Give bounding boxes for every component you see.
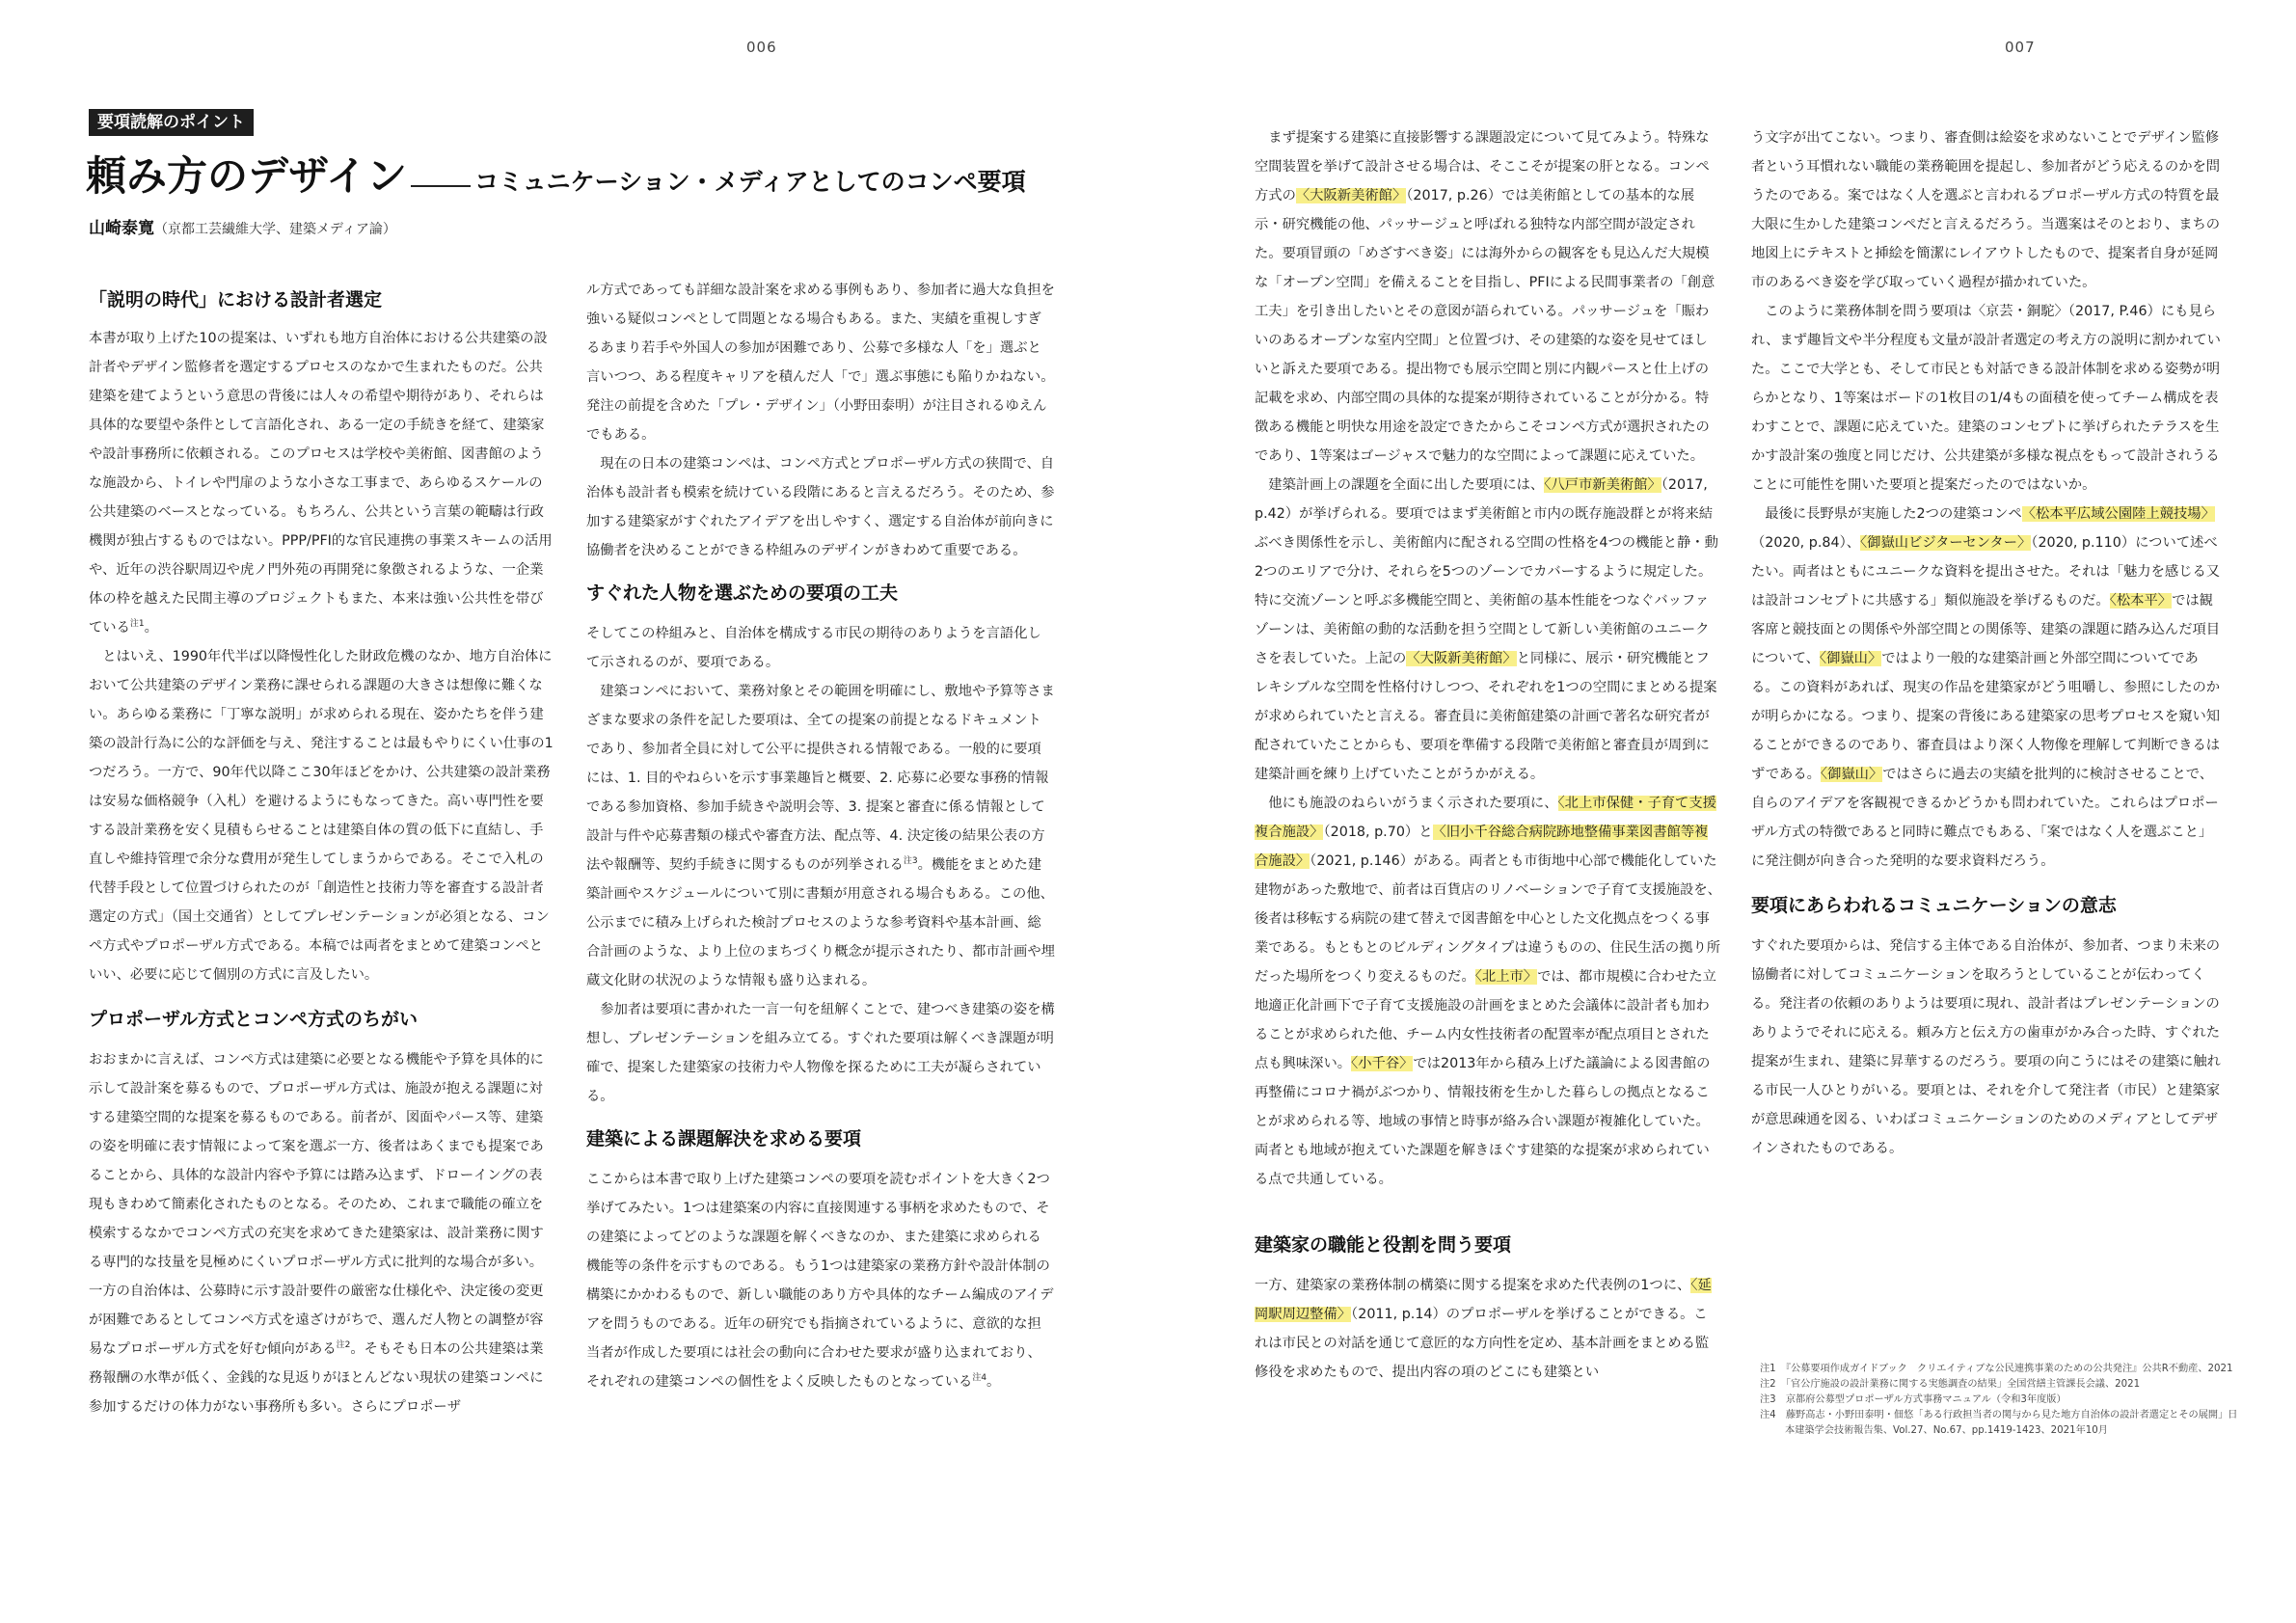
highlight-project: 〈大阪新美術館〉: [1406, 651, 1517, 666]
section-tag: 要項読解のポイント: [89, 109, 254, 136]
author-affiliation: （京都工芸繊維大学、建築メディア論）: [154, 222, 396, 237]
paragraph: 現在の日本の建築コンペは、コンペ方式とプロポーザル方式の狭間で、自治体も設計者も模索を続けている段階にあると言えるだろう。そのため、参加する建築家がすぐれたアイデアを出しやすく、選定する自治体が前向きに協働者を決めることができる枠組みのデザインがきわめて重要である。: [586, 456, 1055, 558]
heading-yoko-kufu: すぐれた人物を選ぶための要項の工夫: [586, 582, 899, 604]
footnote: 注4 藤野高志・小野田泰明・佃悠「ある行政担当者の関与から見た地方自治体の設計者選定とその展開」日本建築学会技術報告集、Vol.27、No.67、pp.1419-1423、2021年10月: [1760, 1410, 2238, 1436]
paragraph: 一方、建築家の業務体制の構築に関する提案を求めた代表例の1つに、〈延岡駅周辺整備〉（2011, p.14）のプロポーザルを挙げることができる。これは市民との対話を通じて意匠的な方向性を定め、基本計画をまとめる監修役を求めたもので、提出内容の項のどこにも建築とい: [1255, 1278, 1712, 1380]
highlight-project: 〈松本平〉: [2109, 593, 2173, 609]
paragraph: 参加者は要項に書かれた一言一句を紐解くことで、建つべき建築の姿を構想し、プレゼンテーションを組み立てる。すぐれた要項は解くべき課題が明確で、提案した建築家の技術力や人物像を探るために工夫が凝らされている。: [586, 1002, 1055, 1104]
highlight-project: 〈旧小千谷総合病院跡地整備事業図書館等複合施設〉: [1255, 825, 1709, 869]
footnote: 注1 『公募要項作成ガイドブック クリエイティブな公民連携事業のための公共発注』公共R不動産、2021: [1760, 1364, 2233, 1374]
highlight-project: 〈松本平広域公園陸上競技場〉: [2021, 506, 2215, 522]
paragraph: このように業務体制を問う要項は〈京芸・銅駝〉（2017, P.46）にも見られ、まず趣旨文や半分程度も文量が設計者選定の考え方の説明に割かれていた。ここで大学とも、そして市民とも対話できる設計体制を求める姿勢が明らかとなり、1等案はボードの1枚目の1/4もの面積を使ってチーム構成を表わすことで、課題に応えていた。建築のコンセプトに挙げられたテラスを生かす設計案の強度と同じだけ、公共建築が多様な視点をもって設計されうることに可能性を開いた要項と提案だったのではないか。: [1751, 304, 2221, 493]
paragraph: ル方式であっても詳細な設計案を求める事例もあり、参加者に過大な負担を強いる疑似コンペとして問題となる場合もある。また、実績を重視しすぎるあまり若手や外国人の参加が困難であり、公募で多様な人「を」選ぶと言いつつ、ある程度キャリアを積んだ人「で」選ぶ事態にも陥りかねない。発注の前提を含めた「プレ・デザイン」（小野田泰明）が注目されるゆえんでもある。: [586, 283, 1055, 443]
footnote-ref: 注4: [972, 1373, 987, 1384]
heading-communication: 要項にあらわれるコミュニケーションの意志: [1751, 895, 2117, 916]
paragraph: そしてこの枠組みと、自治体を構成する市民の期待のありようを言語化して示されるのが、要項である。: [586, 626, 1041, 670]
column-4: [1751, 123, 2222, 1163]
footnote-ref: 注2: [336, 1340, 351, 1351]
paragraph: 建築コンペにおいて、業務対象とその範囲を明確にし、敷地や予算等さまざまな要求の条件を記した要項は、全ての提案の前提となるドキュメントであり、参加者全員に対して公平に提供される情報である。一般的に要項には、1. 目的やねらいを示す事業趣旨と概要、2. 応募に必要な事務的情報である参加資格、参加手続きや説明会等、3. 提案と審査に係る情報として設計与件や応募書類の様式や審査方法、配点等、4. 決定後の結果公表の方法や報酬等、契約手続きに関するものが列挙される$^{注3}$。機能をまとめた建築計画やスケジュールについて別に書類が用意される場合もある。この他、公示までに積み上げられた検討プロセスのような参考資料や基本計画、総合計画のような、より上位のまちづくり概念が提示されたり、都市計画や埋蔵文化財の状況のような情報も盛り込まれる。: [586, 684, 1055, 988]
highlight-project: 〈延岡駅周辺整備〉: [1255, 1278, 1712, 1322]
highlight-project: 〈北上市〉: [1474, 969, 1538, 985]
column-2: [586, 276, 1055, 1396]
highlight-project: 〈北上市保健・子育て支援複合施設〉: [1255, 796, 1716, 840]
paragraph: う文字が出てこない。つまり、審査側は絵姿を求めないことでデザイン監修者という耳慣れない職能の業務範囲を提起し、参加者がどう応えるのかを問うたのである。案ではなく人を選ぶと言われるプロポーザル方式の特質を最大限に生かした建築コンペだと言えるだろう。当選案はそのとおり、まちの地図上にテキストと挿絵を簡潔にレイアウトしたもので、提案者自身が延岡市のあるべき姿を学び取っていく過程が描かれていた。: [1751, 130, 2221, 290]
paragraph: 建築計画上の課題を全面に出した要項には、〈八戸市新美術館〉（2017, p.42）が挙げられる。要項ではまず美術館と市内の既存施設群とが将来結ぶべき関係性を示し、美術館内に配される空間の性格を4つの機能と静・動2つのエリアで分け、それらを5つのゾーンでカバーするように規定した。特に交流ゾーンと呼ぶ多機能空間と、美術館の基本性能をつなぐバッファゾーンは、美術館の動的な活動を担う空間として新しい美術館のユニークさを表していた。上記の〈大阪新美術館〉と同様に、展示・研究機能とフレキシブルな空間を性格付けしつつ、それぞれを1つの空間にまとめる提案が求められていたと言える。審査員に美術館建築の計画で著名な研究者が配されていたことからも、要項を準備する段階で美術館と審査員が周到に建築計画を練り上げていたことがうかがえる。: [1255, 477, 1718, 782]
heading-setsumei: 「説明の時代」における設計者選定: [89, 289, 383, 311]
footnote-ref: 注1: [129, 619, 145, 630]
page-number-left: 006: [746, 39, 777, 56]
paragraph: 他にも施設のねらいがうまく示された要項に、〈北上市保健・子育て支援複合施設〉（2018, p.70）と〈旧小千谷総合病院跡地整備事業図書館等複合施設〉（2021, p.146）がある。両者とも市街地中心部で機能化していた建物があった敷地で、前者は百貨店のリノベーションで子育て支援施設を、後者は移転する病院の建て替えで図書館を中心とした文化拠点をつくる事業である。もともとのビルディングタイプは違うものの、住民生活の拠り所だった場所をつくり変えるものだ。〈北上市〉では、都市規模に合わせた立地適正化計画下で子育て支援施設の計画をまとめた会議体に設計者も加わることが求められた他、チーム内女性技術者の配置率が配点項目とされた点も興味深い。〈小千谷〉では2013年から積み上げた議論による図書館の再整備にコロナ禍がぶつかり、情報技術を生かした暮らしの拠点となることが求められる等、地域の事情と時事が絡み合い課題が複雑化していた。両者とも地域が抱えていた課題を解きほぐす建築的な提案が求められている点で共通している。: [1255, 796, 1721, 1187]
highlight-project: 〈大阪新美術館〉: [1295, 188, 1407, 203]
title-dash: [411, 185, 471, 187]
heading-shokuno: 建築家の職能と役割を問う要項: [1255, 1234, 1512, 1256]
paragraph: おおまかに言えば、コンペ方式は建築に必要となる機能や予算を具体的に示して設計案を募るもので、プロポーザル方式は、施設が抱える課題に対する建築空間的な提案を募るものである。前者が、図面やパース等、建築の姿を明確に表す情報によって案を選ぶ一方、後者はあくまでも提案であることから、具体的な設計内容や予算には踏み込まず、ドローイングの表現もきわめて簡素化されたものとなる。そのため、これまで職能の確立を模索するなかでコンペ方式の充実を求めてきた建築家は、設計業務に関する専門的な技量を見極めにくいプロポーザル方式に批判的な場合が多い。一方の自治体は、公募時に示す設計要件の厳密な仕様化や、決定後の変更が困難であるとしてコンペ方式を遠ざけがちで、選んだ人物との調整が容易なプロポーザル方式を好む傾向がある$^{注2}$。そもそも日本の公共建築は業務報酬の水準が低く、金銭的な見返りがほとんどない現状の建築コンペに参加するだけの体力がない事務所も多い。さらにプロポーザ: [89, 1052, 544, 1415]
heading-kadai-kaiketsu: 建築による課題解決を求める要項: [586, 1128, 862, 1150]
highlight-project: 〈御嶽山〉: [1819, 651, 1882, 666]
article-title: [86, 145, 1026, 203]
heading-proposal-vs-competition: プロポーザル方式とコンペ方式のちがい: [89, 1009, 419, 1030]
highlight-project: 〈御嶽山〉: [1820, 767, 1883, 782]
paragraph: 本書が取り上げた10の提案は、いずれも地方自治体における公共建築の設計者やデザイン監修者を選定するプロセスのなかで生まれたものだ。公共建築を建てようという意思の背後には人々の希望や期待があり、それらは具体的な要望や条件として言語化され、ある一定の手続きを経て、建築家や設計事務所に依頼される。このプロセスは学校や美術館、図書館のような施設から、トイレや門扉のような小さな工事まで、あらゆるスケールの公共建築のベースとなっている。もちろん、公共という言葉の範疇は行政機関が独占するものではない。PPP/PFI的な官民連携の事業スキームの活用や、近年の渋谷駅周辺や虎ノ門外苑の再開発に象徴されるような、一企業体の枠を越えた民間主導のプロジェクトもまた、本来は強い公共性を帯びている$^{注1}$。: [89, 331, 553, 636]
footnote-ref: 注3: [903, 856, 918, 867]
author-name: 山崎泰寛: [89, 219, 154, 238]
column-3: [1255, 123, 1721, 1387]
footnote: 注2 「官公庁施設の設計業務に関する実態調査の結果」全国営繕主管課長会議、2021: [1760, 1379, 2141, 1390]
footnotes: [1760, 1362, 2242, 1439]
title-sub: コミュニケーション・メディアとしてのコンペ要項: [474, 168, 1026, 196]
paragraph: 最後に長野県が実施した2つの建築コンペ〈松本平広域公園陸上競技場〉（2020, p.84）、〈御嶽山ビジターセンター〉（2020, p.110）について述べたい。両者はともにユニークな資料を提出させた。それは「魅力を感じる又は設計コンセプトに共感する」類似施設を挙げるものだ。〈松本平〉では観客席と競技面との関係や外部空間との関係等、建築の課題に踏み込んだ項目について、〈御嶽山〉ではより一般的な建築計画と外部空間についてである。この資料があれば、現実の作品を建築家がどう咀嚼し、参照にしたのかが明らかになる。つまり、提案の背後にある建築家の思考プロセスを窺い知ることができるのであり、審査員はより深く人物像を理解して判断できるはずである。〈御嶽山〉ではさらに過去の実績を批判的に検討させることで、自らのアイデアを客観視できるかどうかも問われていた。これらはプロポーザル方式の特徴であると同時に難点でもある、「案ではなく人を選ぶこと」に発注側が向き合った発明的な要求資料だろう。: [1751, 506, 2221, 869]
paragraph: とはいえ、1990年代半ば以降慢性化した財政危機のなか、地方自治体において公共建築のデザイン業務に課せられる課題の大きさは想像に難くない。あらゆる業務に「丁寧な説明」が求められる現在、姿かたちを伴う建築の設計行為に公的な評価を与え、発注することは最もやりにくい仕事の1つだろう。一方で、90年代以降ここ30年ほどをかけ、公共建築の設計業務は安易な価格競争（入札）を避けるようにもなってきた。高い専門性を要する設計業務を安く見積もらせることは建築自体の質の低下に直結し、手直しや維持管理で余分な費用が発生してしまうからである。そこで入札の代替手段として位置づけられたのが「創造性と技術力等を審査する設計者選定の方式」（国土交通省）としてプレゼンテーションが必須となる、コンペ方式やプロポーザル方式である。本稿では両者をまとめて建築コンペといい、必要に応じて個別の方式に言及したい。: [89, 649, 554, 983]
paragraph: まず提案する建築に直接影響する課題設定について見てみよう。特殊な空間装置を挙げて設計させる場合は、そここそが提案の肝となる。コンペ方式の〈大阪新美術館〉（2017, p.26）では美術館としての基本的な展示・研究機能の他、パッサージュと呼ばれる独特な内部空間が設定された。要項冒頭の「めざすべき姿」には海外からの観客をも見込んだ大規模な「オープン空間」を備えることを目指し、PFIによる民間事業者の「創意工夫」を引き出したいとその意図が語られている。パッサージュを「賑わいのあるオープンな室内空間」と位置づけ、その建築的な姿を見せてほしいと訴えた要項である。提出物でも展示空間と別に内観パースと仕上げの記載を求め、内部空間の具体的な提案が期待されていることが分かる。特徴ある機能と明快な用途を設定できたからこそコンペ方式が選択されたのであり、1等案はゴージャスで魅力的な空間によって課題に応えていた。: [1255, 130, 1715, 464]
paragraph: ここからは本書で取り上げた建築コンペの要項を読むポイントを大きく2つ挙げてみたい。1つは建築案の内容に直接関連する事柄を求めたもので、その建築によってどのような課題を解くべきなのか、また建築に求められる機能等の条件を示すものである。もう1つは建築家の業務方針や設計体制の構築にかかわるもので、新しい職能のあり方や具体的なチーム編成のアイデアを問うものである。近年の研究でも指摘されているように、意欲的な担当者が作成した要項には社会の動向に合わせた要求が盛り込まれており、それぞれの建築コンペの個性をよく反映したものとなっている$^{注4}$。: [586, 1172, 1054, 1390]
page-number-right: 007: [2005, 39, 2036, 56]
highlight-project: 〈御嶽山ビジターセンター〉: [1860, 535, 2032, 551]
highlight-project: 〈小千谷〉: [1351, 1056, 1414, 1071]
author: [89, 214, 396, 238]
highlight-project: 〈八戸市新美術館〉: [1544, 477, 1661, 493]
paragraph: すぐれた要項からは、発信する主体である自治体が、参加者、つまり未来の協働者に対してコミュニケーションを取ろうとしていることが伝わってくる。発注者の依頼のありようは要項に現れ、設計者はプレゼンテーションのありようでそれに応える。頼み方と伝え方の歯車がかみ合った時、すぐれた提案が生まれ、建築に昇華するのだろう。要項の向こうにはその建築に触れる市民一人ひとりがいる。要項とは、それを介して発注者（市民）と建築家が意思疎通を図る、いわばコミュニケーションのためのメディアとしてデザインされたものである。: [1751, 938, 2221, 1156]
footnote: 注3 京都府公募型プロポーザル方式事務マニュアル（令和3年度版）: [1760, 1394, 2066, 1405]
column-1: [89, 285, 555, 1421]
title-main: 頼み方のデザイン: [86, 152, 408, 200]
